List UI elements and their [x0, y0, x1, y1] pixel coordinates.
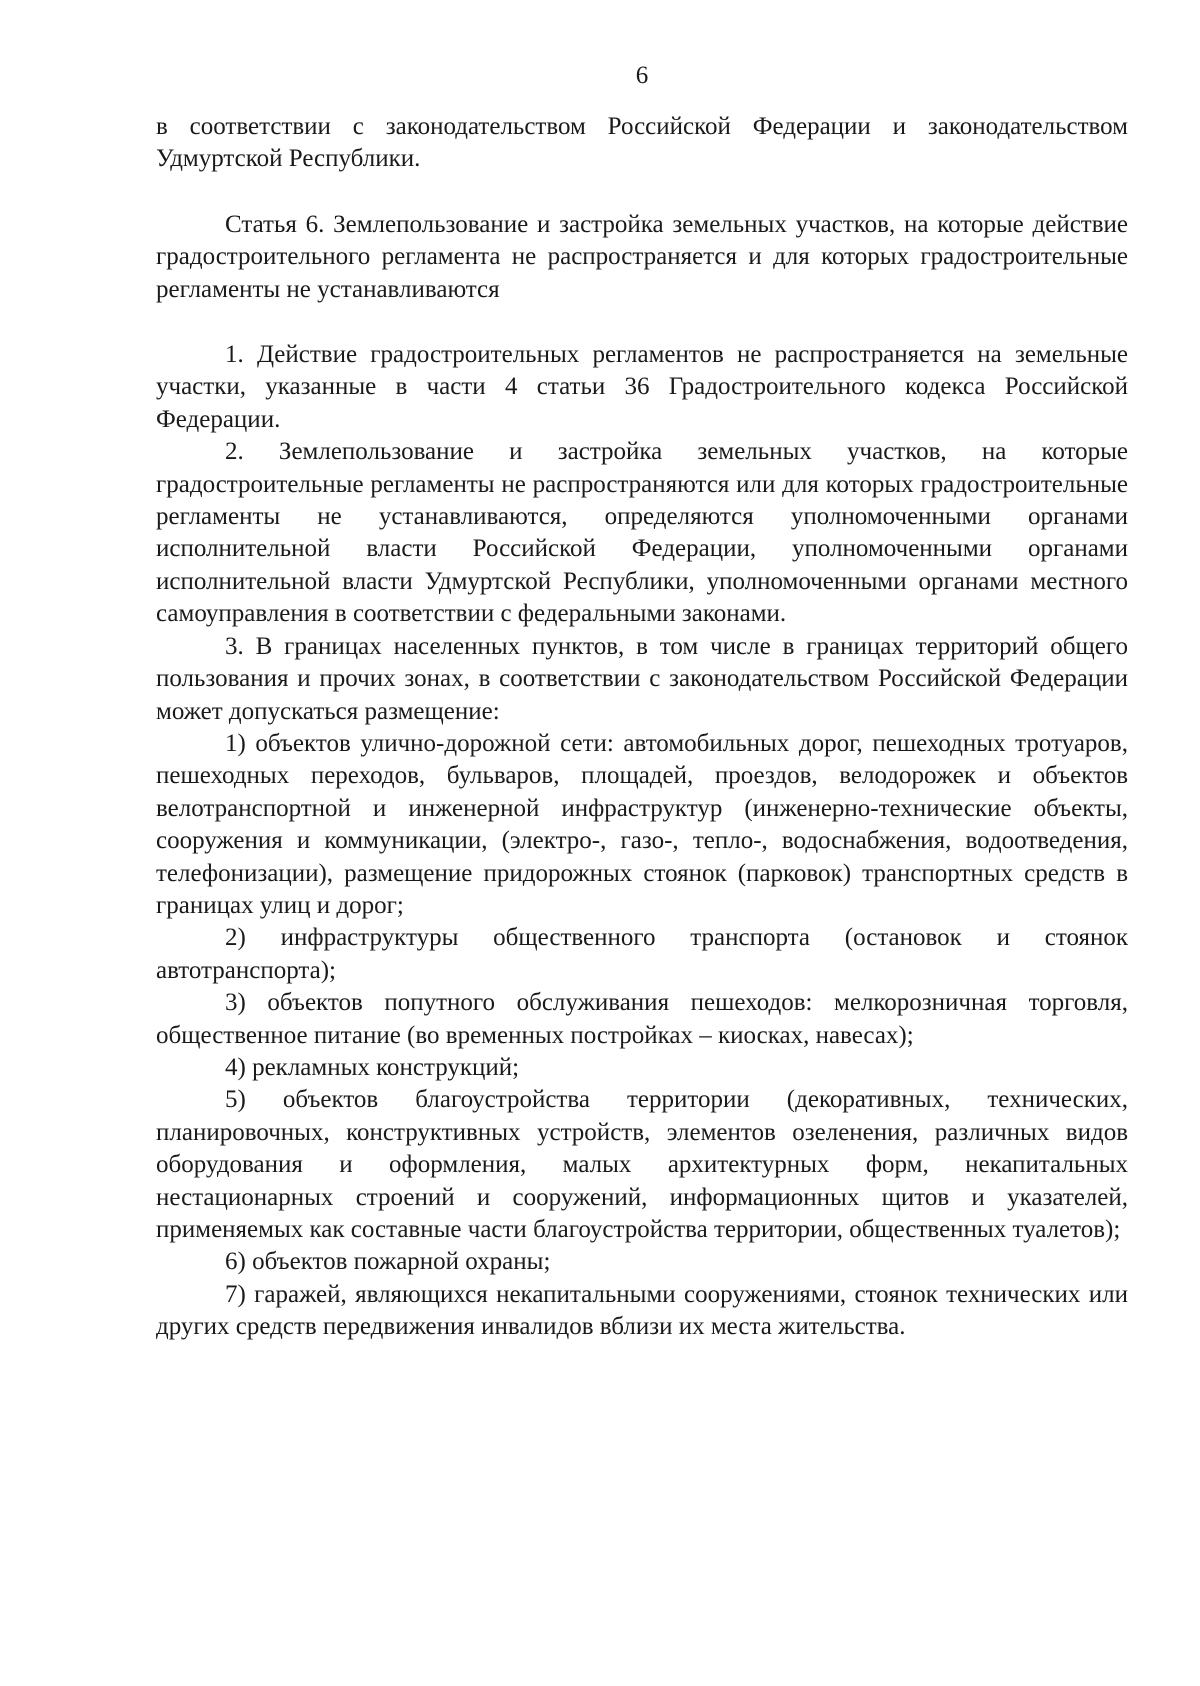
- list-item-2: 2) инфраструктуры общественного транспорта (остановок и стоянок автотранспорта);: [156, 924, 1128, 984]
- list-item-1: 1) объектов улично-дорожной сети: автомобильных дорог, пешеходных тротуаров, пешеходных переходов, бульваров, площадей, проездов, велодорожек и объектов велотранспортной и инженерной инфраструктур (инженерно-технические объекты, сооружения и коммуникации, (электро-, газо-, тепло-, водоснабжения, водоотведения, телефонизации), размещение придорожных стоянок (парковок) транспортных средств в границах улиц и дорог;: [156, 729, 1128, 919]
- list-item-5: 5) объектов благоустройства территории (декоративных, технических, планировочных, конструктивных устройств, элементов озеленения, различных видов оборудования и оформления, малых архитектурных форм, некапитальных нестационарных строений и сооружений, информационных щитов и указателей, применяемых как составные части благоустройства территории, общественных туалетов);: [156, 1086, 1128, 1243]
- list-item-6: 6) объектов пожарной охраны;: [225, 1248, 551, 1276]
- paragraph-1: 1. Действие градостроительных регламентов не распространяется на земельные участки, указанные в части 4 статьи 36 Градостроительного кодекса Российской Федерации.: [156, 341, 1128, 433]
- article-heading: Статья 6. Землепользование и застройка земельных участков, на которые действие градостроительного регламента не распространяется и для которых градостроительные регламенты не устанавливаются: [156, 210, 1128, 303]
- paragraph-3: 3. В границах населенных пунктов, в том числе в границах территорий общего пользования и прочих зонах, в соответствии с законодательством Российской Федерации может допускаться размещение:: [156, 632, 1128, 725]
- list-item-7: 7) гаражей, являющихся некапитальными сооружениями, стоянок технических или других средств передвижения инвалидов вблизи их места жительства.: [156, 1280, 1128, 1341]
- page-number: 6: [635, 62, 649, 89]
- list-item-4: 4) рекламных конструкций;: [225, 1053, 520, 1081]
- paragraph-2: 2. Землепользование и застройка земельных участков, на которые градостроительные регламенты не распространяются или для которых градостроительные регламенты не устанавливаются, определяются уполномоченными органами исполнительной власти Российской Федерации, уполномоченными органами исполнительной власти Удмуртской Республики, уполномоченными органами местного самоуправления в соответствии с федеральными законами.: [156, 438, 1128, 628]
- document-body: [156, 111, 1128, 1344]
- continuation-paragraph: в соответствии с законодательством Российской Федерации и законодательством Удмуртской Республики.: [156, 113, 1128, 173]
- list-item-3: 3) объектов попутного обслуживания пешеходов: мелкорозничная торговля, общественное питание (во временных постройках – киосках, навесах);: [156, 989, 1128, 1049]
